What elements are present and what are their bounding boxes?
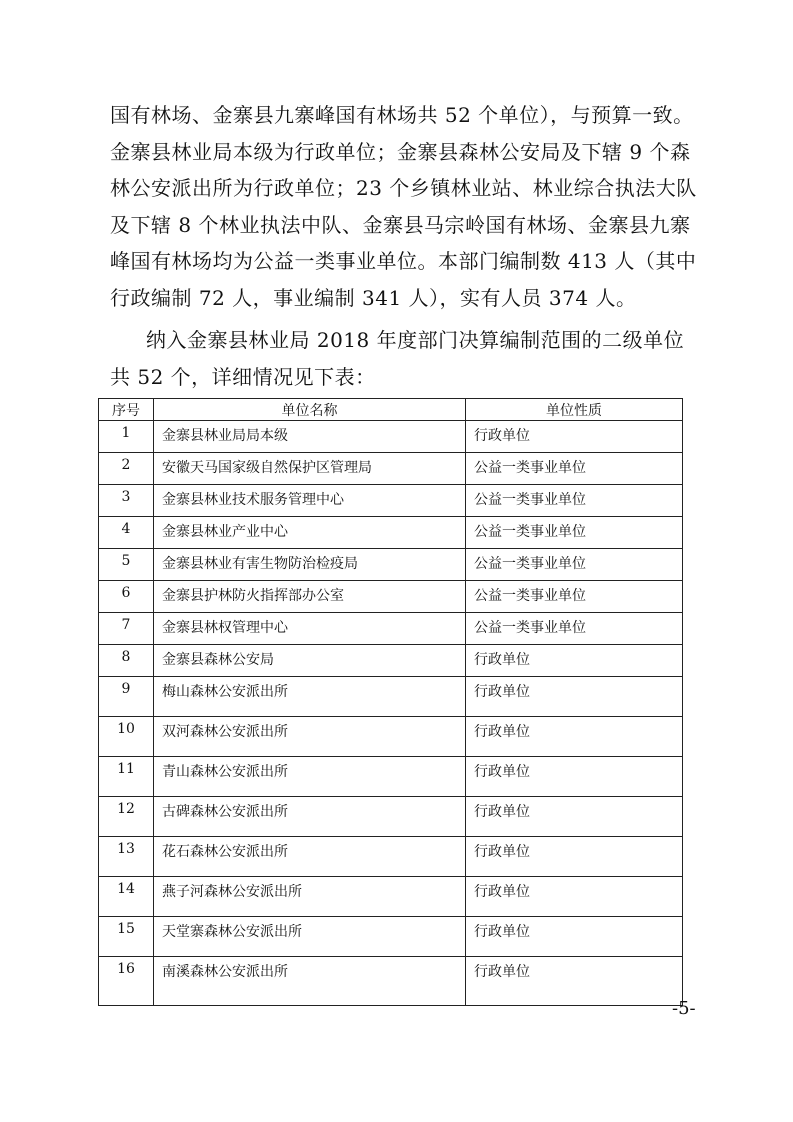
- row-serial-number: 15: [99, 917, 154, 957]
- row-unit-name: 金寨县林业产业中心: [154, 517, 466, 549]
- row-unit-nature: 行政单位: [466, 797, 683, 837]
- row-serial-number: 10: [99, 717, 154, 757]
- paragraph-line: 纳入金寨县林业局 2018 年度部门决算编制范围的二级单位: [146, 328, 685, 352]
- row-unit-nature: 公益一类事业单位: [466, 581, 683, 613]
- row-unit-name: 金寨县护林防火指挥部办公室: [154, 581, 466, 613]
- row-unit-name: 金寨县林业技术服务管理中心: [154, 485, 466, 517]
- row-unit-name: 花石森林公安派出所: [154, 837, 466, 877]
- row-unit-name: 青山森林公安派出所: [154, 757, 466, 797]
- row-unit-nature: 行政单位: [466, 421, 683, 453]
- table-row: [99, 485, 683, 517]
- row-serial-number: 2: [99, 453, 154, 485]
- row-unit-nature: 行政单位: [466, 677, 683, 717]
- table-row: [99, 645, 683, 677]
- row-unit-name: 天堂寨森林公安派出所: [154, 917, 466, 957]
- row-serial-number: 6: [99, 581, 154, 613]
- row-unit-nature: 公益一类事业单位: [466, 453, 683, 485]
- table-row: [99, 837, 683, 877]
- table-row: [99, 717, 683, 757]
- row-unit-nature: 行政单位: [466, 917, 683, 957]
- row-unit-nature: 行政单位: [466, 877, 683, 917]
- row-unit-nature: 公益一类事业单位: [466, 485, 683, 517]
- table-row: [99, 877, 683, 917]
- paragraph-line: 金寨县林业局本级为行政单位；金寨县森林公安局及下辖 9 个森: [110, 139, 691, 164]
- row-unit-name: 金寨县林业局局本级: [154, 421, 466, 453]
- row-serial-number: 5: [99, 549, 154, 581]
- table-row: [99, 613, 683, 645]
- paragraph-line: 国有林场、金寨县九寨峰国有林场共 52 个单位），与预算一致。: [110, 103, 694, 127]
- row-unit-name: 金寨县林业有害生物防治检疫局: [154, 549, 466, 581]
- header-unit-name: 单位名称: [154, 399, 466, 421]
- row-unit-nature: 行政单位: [466, 645, 683, 677]
- paragraph-line: 及下辖 8 个林业执法中队、金寨县马宗岭国有林场、金寨县九寨: [110, 212, 691, 237]
- row-serial-number: 3: [99, 485, 154, 517]
- row-serial-number: 1: [99, 421, 154, 453]
- paragraph-line: 行政编制 72 人，事业编制 341 人），实有人员 374 人。: [110, 285, 637, 310]
- row-unit-name: 金寨县林权管理中心: [154, 613, 466, 645]
- row-unit-nature: 公益一类事业单位: [466, 517, 683, 549]
- row-unit-name: 双河森林公安派出所: [154, 717, 466, 757]
- header-serial-number: 序号: [99, 399, 154, 421]
- secondary-units-table: [98, 398, 683, 1006]
- row-unit-name: 古碑森林公安派出所: [154, 797, 466, 837]
- table-row: [99, 797, 683, 837]
- paragraph-line: 林公安派出所为行政单位；23 个乡镇林业站、林业综合执法大队: [110, 176, 697, 200]
- table-row: [99, 677, 683, 717]
- row-unit-nature: 行政单位: [466, 757, 683, 797]
- page-number: -5-: [672, 998, 696, 1019]
- table-row: [99, 957, 683, 1006]
- row-unit-nature: 行政单位: [466, 717, 683, 757]
- row-serial-number: 11: [99, 757, 154, 797]
- row-unit-nature: 行政单位: [466, 957, 683, 1006]
- body-paragraph-staffing: [110, 97, 696, 316]
- row-serial-number: 14: [99, 877, 154, 917]
- row-serial-number: 8: [99, 645, 154, 677]
- table-row: [99, 549, 683, 581]
- table-header-row: [99, 399, 683, 421]
- row-unit-name: 安徽天马国家级自然保护区管理局: [154, 453, 466, 485]
- paragraph-line: 峰国有林场均为公益一类事业单位。本部门编制数 413 人（其中: [110, 249, 697, 273]
- row-serial-number: 7: [99, 613, 154, 645]
- row-serial-number: 12: [99, 797, 154, 837]
- row-unit-name: 南溪森林公安派出所: [154, 957, 466, 1006]
- row-unit-name: 燕子河森林公安派出所: [154, 877, 466, 917]
- row-unit-nature: 公益一类事业单位: [466, 613, 683, 645]
- body-paragraph-table-intro: [110, 322, 696, 395]
- table-row: [99, 917, 683, 957]
- table-row: [99, 421, 683, 453]
- table-row: [99, 453, 683, 485]
- row-serial-number: 9: [99, 677, 154, 717]
- paragraph-line: 共 52 个，详细情况见下表：: [110, 364, 376, 389]
- row-serial-number: 13: [99, 837, 154, 877]
- table-row: [99, 517, 683, 549]
- row-serial-number: 4: [99, 517, 154, 549]
- table-row: [99, 581, 683, 613]
- row-unit-nature: 公益一类事业单位: [466, 549, 683, 581]
- table-row: [99, 757, 683, 797]
- row-unit-name: 梅山森林公安派出所: [154, 677, 466, 717]
- row-serial-number: 16: [99, 957, 154, 1006]
- row-unit-name: 金寨县森林公安局: [154, 645, 466, 677]
- header-unit-nature: 单位性质: [466, 399, 683, 421]
- row-unit-nature: 行政单位: [466, 837, 683, 877]
